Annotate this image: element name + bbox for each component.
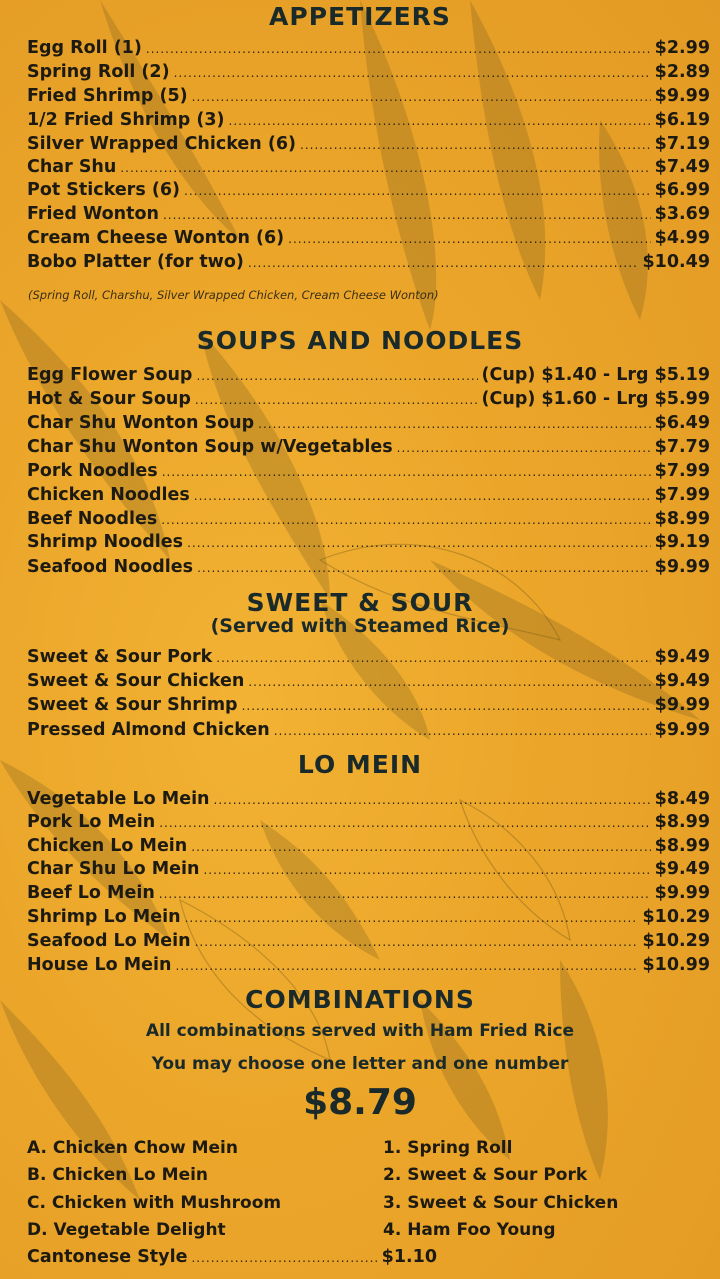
platter-note: (Spring Roll, Charshu, Silver Wrapped Chicken, Cream Cheese Wonton) xyxy=(28,288,439,302)
combo-number-option: 1. Spring Roll xyxy=(383,1138,513,1158)
combo-number-option: 4. Ham Foo Young xyxy=(383,1220,556,1240)
lo-mein-heading: LO MEIN xyxy=(297,750,423,779)
menu-item: Shrimp Noodles ..... $9.19 xyxy=(27,530,710,554)
menu-item: Seafood Noodles ..... $9.99 xyxy=(27,555,710,579)
soups-heading: SOUPS AND NOODLES xyxy=(196,326,524,355)
combinations-choose-note: You may choose one letter and one number xyxy=(151,1054,569,1074)
menu-item: Chicken Lo Mein ..... $8.99 xyxy=(27,834,710,858)
menu-item: Shrimp Lo Mein ..... $10.29 xyxy=(27,905,710,929)
menu-item: Bobo Platter (for two) ..... $10.49 xyxy=(27,250,710,274)
menu-item: Char Shu Wonton Soup w/Vegetables ..... $7.79 xyxy=(27,435,710,459)
menu-item: Pressed Almond Chicken ..... $9.99 xyxy=(27,718,710,742)
menu-item: Char Shu Lo Mein ..... $9.49 xyxy=(27,857,710,881)
menu-item: Fried Wonton ..... $3.69 xyxy=(27,202,710,226)
menu-item: Pot Stickers (6) ..... $6.99 xyxy=(27,178,710,202)
combo-number-option: 2. Sweet & Sour Pork xyxy=(383,1165,588,1185)
menu-item: House Lo Mein ..... $10.99 xyxy=(27,953,710,977)
menu-item: Spring Roll (2) ..... $2.89 xyxy=(27,60,710,84)
menu-item: Silver Wrapped Chicken (6) ..... $7.19 xyxy=(27,132,710,156)
menu-item: Chicken Noodles ..... $7.99 xyxy=(27,483,710,507)
menu-item: Egg Flower Soup ..... (Cup) $1.40 - Lrg $5.19 xyxy=(27,363,710,387)
menu-item: Egg Roll (1) ..... $2.99 xyxy=(27,36,710,60)
combo-number-option: 3. Sweet & Sour Chicken xyxy=(383,1193,619,1213)
menu-item: Char Shu Wonton Soup ..... $6.49 xyxy=(27,411,710,435)
menu-item: Beef Noodles ..... $8.99 xyxy=(27,507,710,531)
menu-item: Seafood Lo Mein ..... $10.29 xyxy=(27,929,710,953)
cantonese-style-item: Cantonese Style ..... $1.10 xyxy=(27,1245,437,1269)
combinations-heading: COMBINATIONS xyxy=(245,985,475,1014)
combo-letter-option: B. Chicken Lo Mein xyxy=(27,1165,209,1185)
appetizers-heading: APPETIZERS xyxy=(269,2,451,31)
menu-item: Beef Lo Mein ..... $9.99 xyxy=(27,881,710,905)
menu-item: Cream Cheese Wonton (6) ..... $4.99 xyxy=(27,226,710,250)
menu-item: Sweet & Sour Shrimp ..... $9.99 xyxy=(27,693,710,717)
menu-item: Vegetable Lo Mein ..... $8.49 xyxy=(27,787,710,811)
menu-item: Sweet & Sour Pork ..... $9.49 xyxy=(27,645,710,669)
combo-letter-option: D. Vegetable Delight xyxy=(27,1220,226,1240)
combo-letter-option: A. Chicken Chow Mein xyxy=(27,1138,238,1158)
menu-item: Sweet & Sour Chicken ..... $9.49 xyxy=(27,669,710,693)
sweet-sour-subheading: (Served with Steamed Rice) xyxy=(210,615,510,637)
menu-item: Hot & Sour Soup ..... (Cup) $1.60 - Lrg $5.99 xyxy=(27,387,710,411)
combinations-rice-note: All combinations served with Ham Fried Rice xyxy=(145,1021,575,1041)
sweet-sour-heading: SWEET & SOUR xyxy=(246,588,474,617)
menu-item: Char Shu ..... $7.49 xyxy=(27,155,710,179)
combo-letter-option: C. Chicken with Mushroom xyxy=(27,1193,282,1213)
menu-item: Fried Shrimp (5) ..... $9.99 xyxy=(27,84,710,108)
menu-item: 1/2 Fried Shrimp (3) ..... $6.19 xyxy=(27,108,710,132)
combination-price: $8.79 xyxy=(303,1082,417,1123)
menu-item: Pork Noodles ..... $7.99 xyxy=(27,459,710,483)
menu-item: Pork Lo Mein ..... $8.99 xyxy=(27,810,710,834)
